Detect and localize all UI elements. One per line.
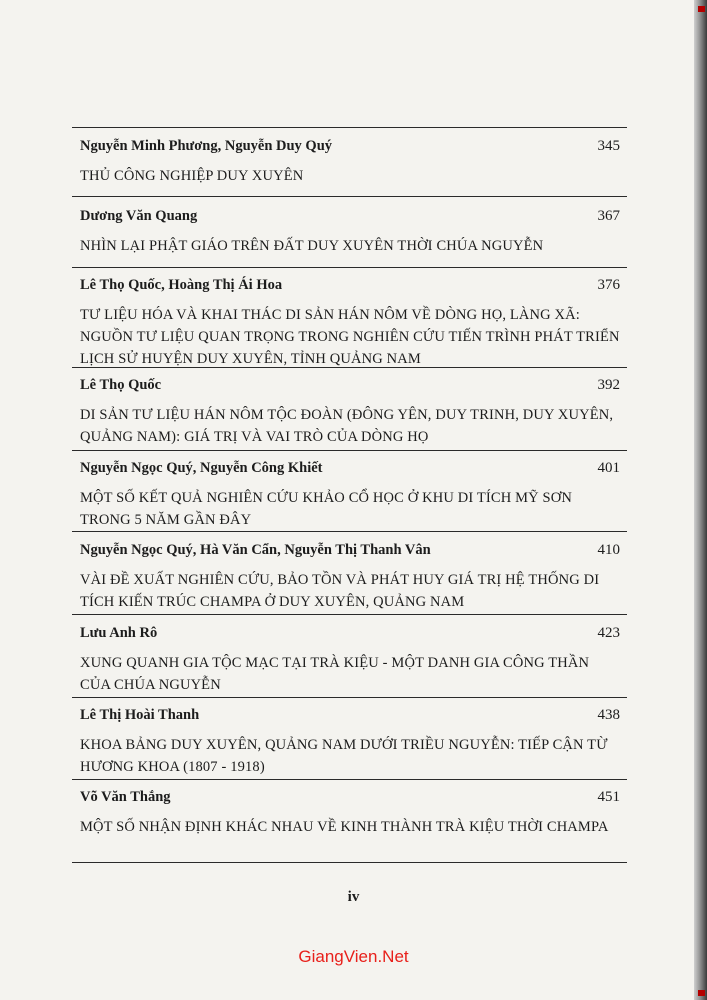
toc-entry [80, 624, 620, 696]
entry-page-number: 438 [597, 707, 620, 723]
entry-page-number: 401 [597, 460, 620, 476]
entry-divider [72, 862, 627, 863]
entry-title: THỦ CÔNG NGHIỆP DUY XUYÊN [80, 168, 304, 184]
toc-entry [80, 137, 620, 187]
entry-author: Lưu Anh Rô [80, 625, 158, 641]
entry-page-number: 423 [597, 625, 620, 641]
entry-author: Dương Văn Quang [80, 208, 198, 224]
entry-title: NHÌN LẠI PHẬT GIÁO TRÊN ĐẤT DUY XUYÊN THỜI CHÚA NGUYỄN [80, 238, 544, 254]
entry-divider [72, 531, 627, 532]
entry-title: VÀI ĐỀ XUẤT NGHIÊN CỨU, BẢO TỒN VÀ PHÁT HUY GIÁ TRỊ HỆ THỐNG DI TÍCH KIẾN TRÚC CHAMPA Ở DUY XUYÊN, QUẢNG NAM [80, 572, 600, 610]
entry-divider [72, 127, 627, 128]
page-folio: iv [347, 889, 360, 905]
entry-author: Nguyễn Minh Phương, Nguyễn Duy Quý [80, 138, 333, 154]
toc-entry [80, 459, 620, 531]
toc-entry [80, 541, 620, 613]
entry-author: Lê Thọ Quốc [80, 377, 162, 393]
entry-page-number: 410 [597, 542, 620, 558]
page-edge [694, 0, 707, 1000]
toc-entry [80, 788, 620, 838]
entry-divider [72, 267, 627, 268]
entry-divider [72, 367, 627, 368]
entry-divider [72, 697, 627, 698]
entry-author: Nguyễn Ngọc Quý, Nguyễn Công Khiết [80, 460, 323, 476]
entry-page-number: 345 [597, 138, 620, 154]
entry-divider [72, 196, 627, 197]
entry-author: Võ Văn Thắng [80, 789, 171, 805]
entry-author: Lê Thọ Quốc, Hoàng Thị Ái Hoa [80, 277, 283, 293]
entry-title: DI SẢN TƯ LIỆU HÁN NÔM TỘC ĐOÀN (ĐÔNG YÊN, DUY TRINH, DUY XUYÊN, QUẢNG NAM): GIÁ TRỊ VÀ VAI TRÒ CỦA DÒNG HỌ [80, 407, 614, 445]
toc-entry [80, 376, 620, 448]
edge-mark-top [698, 6, 705, 12]
entry-title: TƯ LIỆU HÓA VÀ KHAI THÁC DI SẢN HÁN NÔM VỀ DÒNG HỌ, LÀNG XÃ: NGUỒN TƯ LIỆU QUAN TRỌNG TRONG NGHIÊN CỨU TIẾN TRÌNH PHÁT TRIỂN LỊCH SỬ HUYỆN DUY XUYÊN, TỈNH QUẢNG NAM [80, 307, 620, 367]
entry-title: MỘT SỐ KẾT QUẢ NGHIÊN CỨU KHẢO CỔ HỌC Ở KHU DI TÍCH MỸ SƠN TRONG 5 NĂM GẦN ĐÂY [80, 490, 573, 528]
entry-author: Lê Thị Hoài Thanh [80, 707, 200, 723]
entry-title: MỘT SỐ NHẬN ĐỊNH KHÁC NHAU VỀ KINH THÀNH TRÀ KIỆU THỜI CHAMPA [80, 819, 609, 835]
entry-author: Nguyễn Ngọc Quý, Hà Văn Cẩn, Nguyễn Thị Thanh Vân [80, 542, 431, 558]
toc-entry [80, 207, 620, 257]
watermark: GiangVien.Net [298, 947, 409, 966]
entry-page-number: 376 [597, 277, 620, 293]
toc-entry [80, 706, 620, 778]
entry-page-number: 367 [597, 208, 620, 224]
entry-page-number: 451 [597, 789, 620, 805]
entry-title: XUNG QUANH GIA TỘC MẠC TẠI TRÀ KIỆU - MỘT DANH GIA CÔNG THẦN CỦA CHÚA NGUYỄN [80, 655, 590, 693]
entry-title: KHOA BẢNG DUY XUYÊN, QUẢNG NAM DƯỚI TRIỀU NGUYỄN: TIẾP CẬN TỪ HƯƠNG KHOA (1807 - 1918) [80, 737, 608, 775]
entry-divider [72, 450, 627, 451]
edge-mark-bottom [698, 990, 705, 996]
entry-divider [72, 614, 627, 615]
toc-entry [80, 276, 620, 370]
entry-page-number: 392 [597, 377, 620, 393]
entry-divider [72, 779, 627, 780]
